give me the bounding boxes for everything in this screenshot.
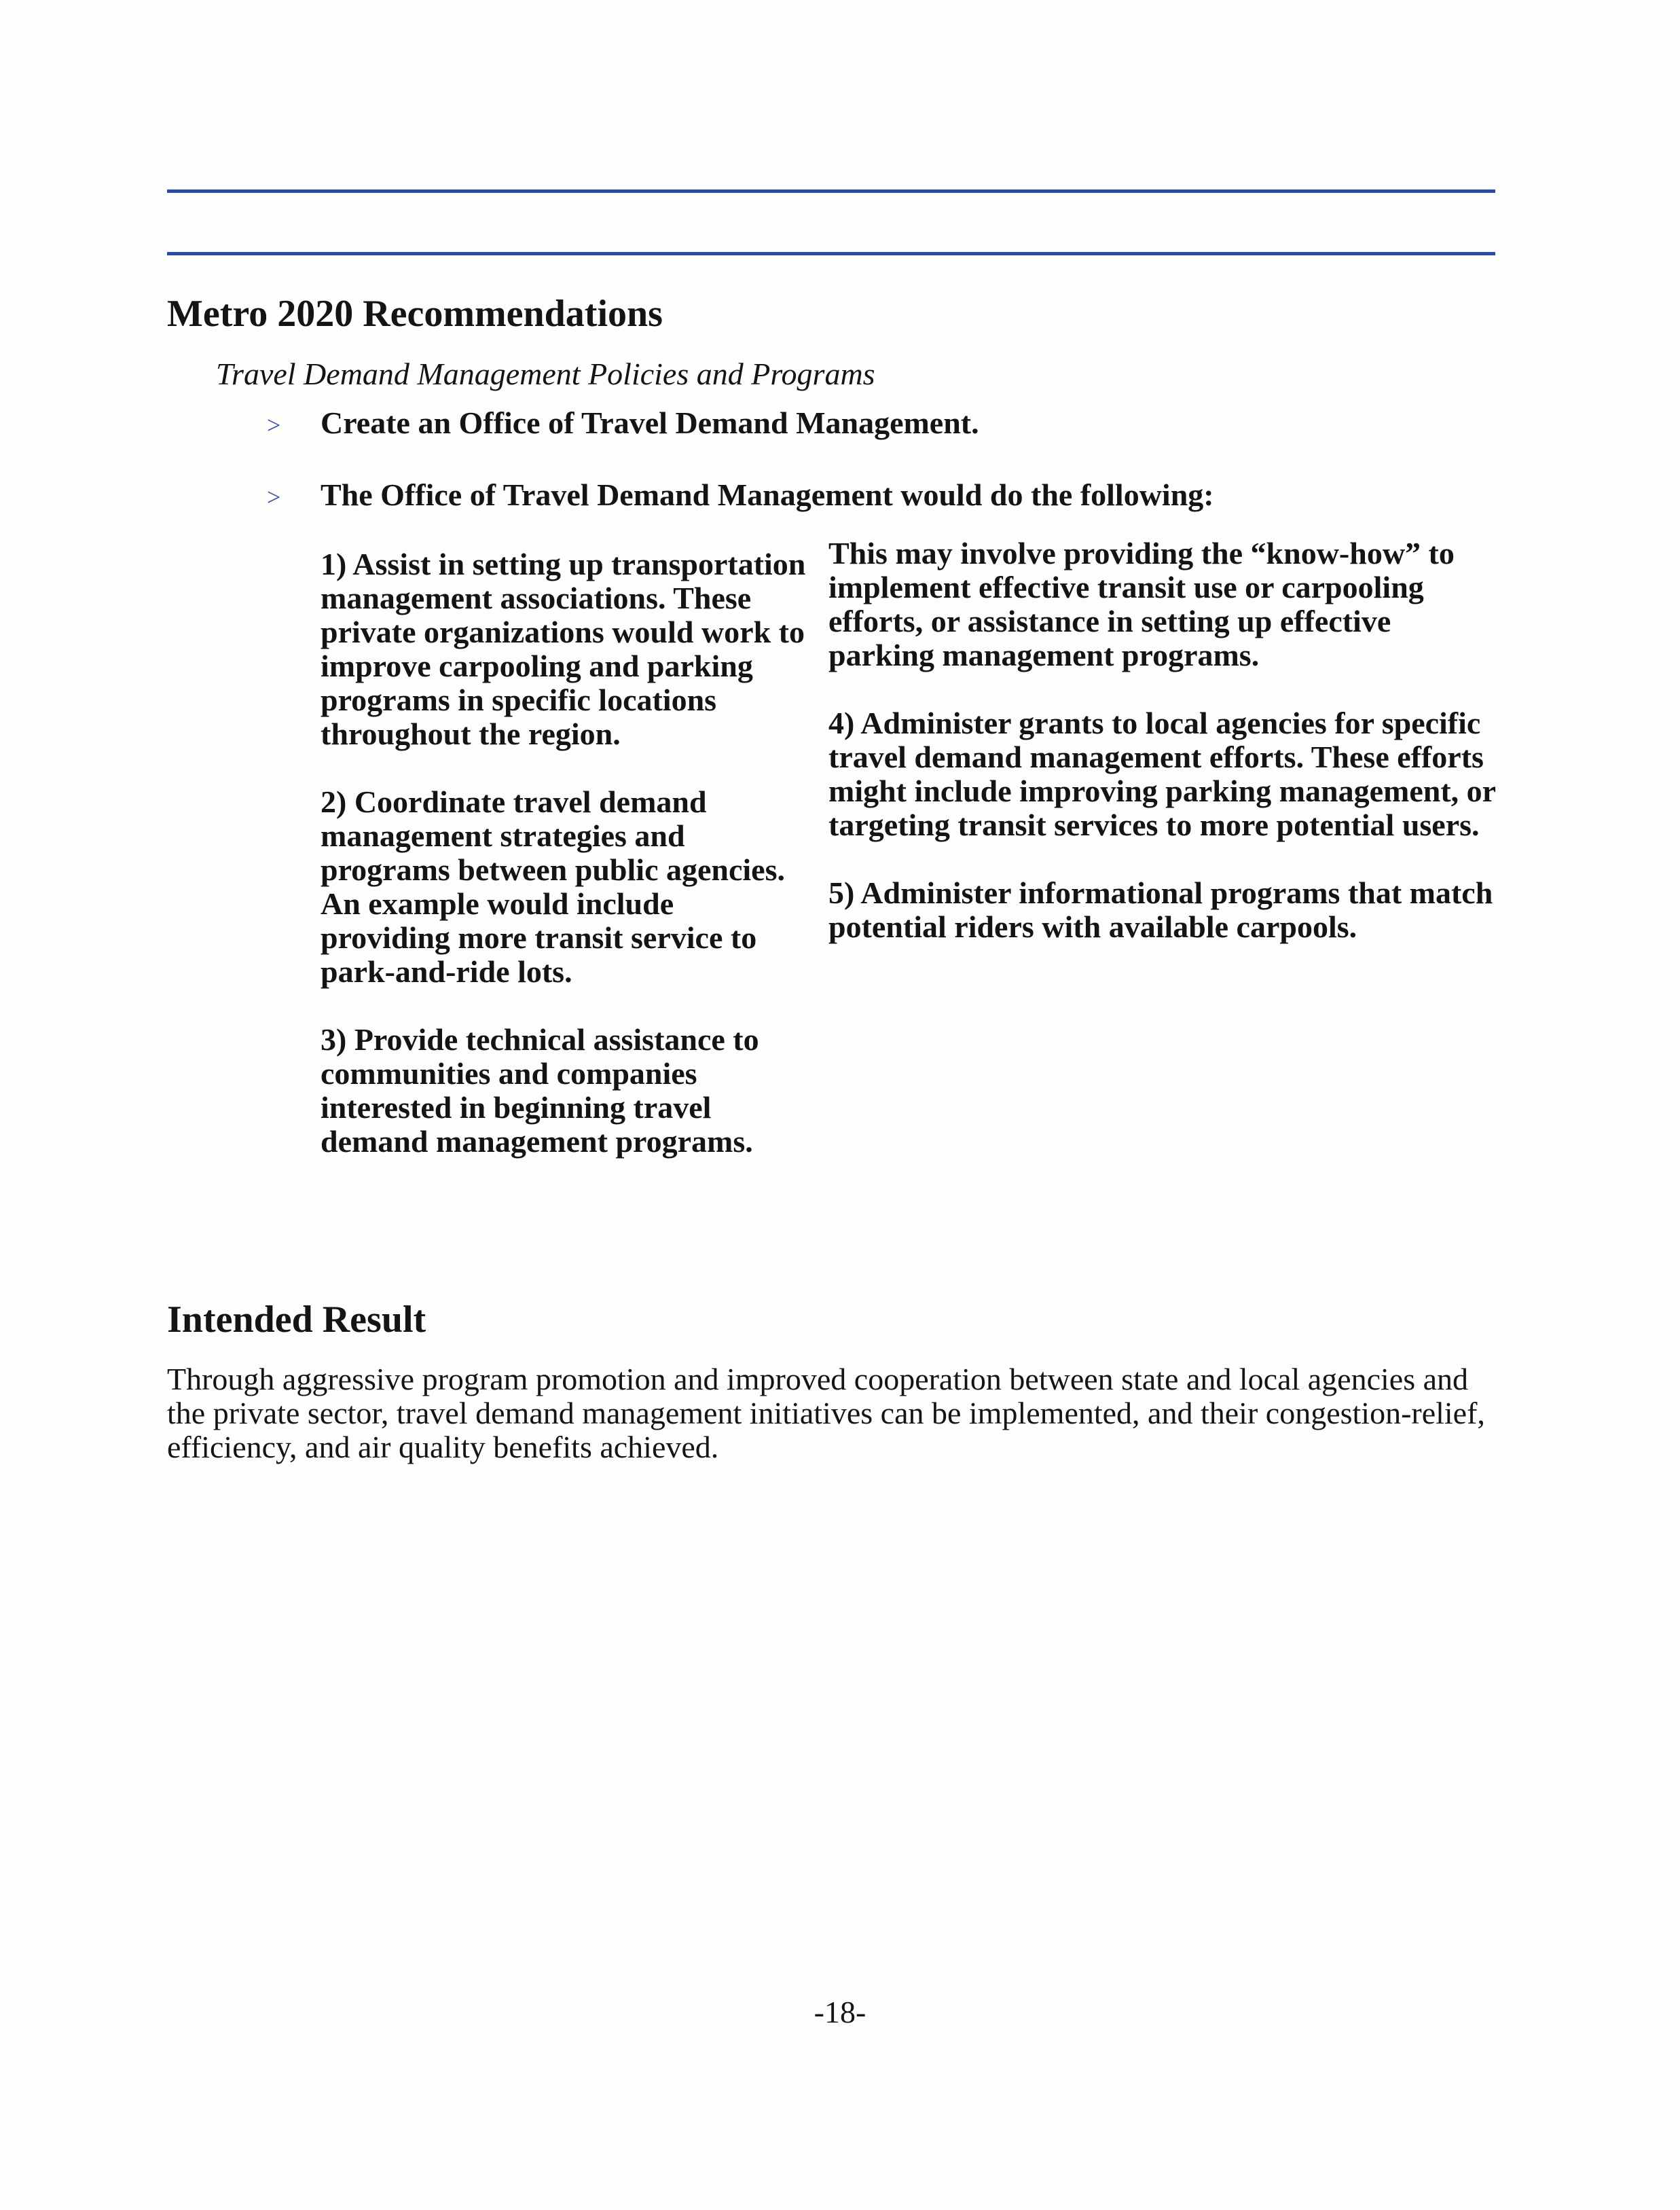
second-rule [167, 252, 1495, 255]
top-rule [167, 189, 1495, 193]
list-item-3-continued: This may involve providing the “know-how” to implement effective transit use or carpooling efforts, or assistance in setting up effective parking management programs. [828, 536, 1455, 672]
chevron-right-icon: > [267, 412, 281, 439]
chevron-right-icon: > [267, 484, 281, 511]
intended-result-paragraph: Through aggressive program promotion and improved cooperation between state and local agencies and the private sector, travel demand management initiatives can be implemented, and their congestion-relief, efficiency, and air quality benefits achieved. [167, 1362, 1485, 1464]
subtitle: Travel Demand Management Policies and Programs [216, 357, 875, 391]
bullet-text: Create an Office of Travel Demand Management. [321, 405, 979, 440]
page-number: -18- [814, 1995, 866, 2029]
list-item-3: 3) Provide technical assistance to communities and companies interested in beginning travel demand management programs. [321, 1022, 759, 1159]
list-item-4: 4) Administer grants to local agencies for specific travel demand management efforts. These efforts might include improving parking management, or targeting transit services to more potential users. [828, 706, 1496, 842]
section-heading-intended-result: Intended Result [167, 1299, 426, 1341]
bullet-text: The Office of Travel Demand Management would do the following: [321, 477, 1214, 512]
section-heading-recommendations: Metro 2020 Recommendations [167, 293, 663, 335]
list-item-1: 1) Assist in setting up transportation management associations. These private organizations would work to improve carpooling and parking programs in specific locations throughout the region. [321, 547, 806, 751]
right-column [828, 537, 1501, 944]
list-item-2: 2) Coordinate travel demand management strategies and programs between public agencies. An example would include providing more transit service to park-and-ride lots. [321, 784, 786, 989]
left-column [321, 547, 809, 1159]
list-item-5: 5) Administer informational programs that match potential riders with available carpools. [828, 875, 1493, 944]
